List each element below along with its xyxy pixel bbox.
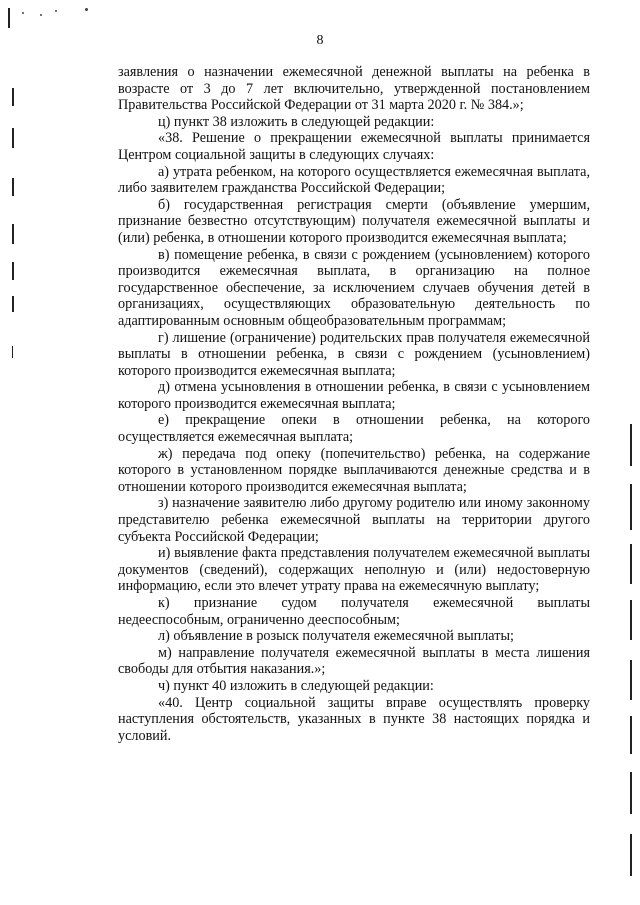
scan-mark (8, 8, 10, 28)
scan-mark (630, 484, 632, 530)
scan-mark (630, 544, 632, 584)
scan-speck (40, 14, 42, 16)
scan-speck (22, 12, 24, 14)
scan-mark (630, 660, 632, 700)
list-item: м) направление получателя ежемесячной выплаты в места лишения свободы для отбытия наказания.»; (118, 644, 590, 678)
scan-mark (630, 772, 632, 814)
scan-mark (630, 716, 632, 754)
scan-mark (12, 296, 14, 312)
paragraph: «38. Решение о прекращении ежемесячной выплаты принимается Центром социальной защиты в следующих случаях: (118, 130, 590, 163)
list-item: з) назначение заявителю либо другому родителю или иному законному представителю ребенка ежемесячной выплаты на территории другого субъекта Российской Федерации; (118, 495, 590, 545)
scan-speck (55, 10, 57, 12)
list-item: ж) передача под опеку (попечительство) ребенка, на содержание которого в установленном порядке выплачиваются денежные средства и в отношении которого производится ежемесячная выплата; (118, 445, 590, 495)
paragraph: «40. Центр социальной защиты вправе осуществлять проверку наступления обстоятельств, указанных в пункте 38 настоящих порядка и условий. (118, 694, 590, 744)
paragraph: ц) пункт 38 изложить в следующей редакции: (158, 113, 435, 130)
scan-mark (12, 88, 14, 106)
list-item: г) лишение (ограничение) родительских прав получателя ежемесячной выплаты в отношении ребенка, в связи с рождением (усыновлением) которого производится ежемесячная выплата; (118, 329, 590, 379)
list-item: д) отмена усыновления в отношении ребенка, в связи с усыновлением которого производится ежемесячная выплата; (118, 379, 590, 412)
scan-mark (630, 424, 632, 466)
list-item: л) объявление в розыск получателя ежемесячной выплаты; (158, 628, 514, 645)
list-item: а) утрата ребенком, на которого осуществляется ежемесячная выплата, либо заявителем гражданства Российской Федерации; (118, 163, 590, 197)
page-number: 8 (316, 33, 324, 48)
document-body (118, 64, 590, 744)
scan-mark (630, 834, 632, 876)
scan-mark (12, 178, 14, 196)
scan-mark (12, 128, 14, 148)
list-item: и) выявление факта представления получателем ежемесячной выплаты документов (сведений), содержащих неполную и (или) недостоверную информацию, если это влечет утрату права на ежемесячную выплату; (118, 545, 590, 595)
scan-speck (85, 8, 88, 11)
list-item: в) помещение ребенка, в связи с рождением (усыновлением) которого производится ежемесячная выплата, в организацию на полное государственное обеспечение, за исключением случаев обучения детей в организациях, осуществляющих образовательную деятельность по адаптированным основным общеобразовательным программам; (118, 246, 590, 329)
list-item: к) признание судом получателя ежемесячной выплаты недееспособным, ограниченно дееспособным; (118, 595, 590, 628)
list-item: е) прекращение опеки в отношении ребенка, на которого осуществляется ежемесячная выплата; (118, 412, 590, 446)
list-item: б) государственная регистрация смерти (объявление умершим, признание безвестно отсутствующим) получателя ежемесячной выплаты и (или) ребенка, в отношении которого производится ежемесячная выплата; (118, 196, 590, 246)
scan-mark (630, 600, 632, 640)
scan-mark (12, 224, 14, 244)
paragraph: заявления о назначении ежемесячной денежной выплаты на ребенка в возрасте от 3 до 7 лет включительно, утвержденной постановлением Правительства Российской Федерации от 31 марта 2020 г. № 384.»; (118, 64, 590, 114)
scan-mark (12, 262, 14, 280)
scan-mark (12, 346, 13, 358)
paragraph: ч) пункт 40 изложить в следующей редакции: (158, 677, 434, 694)
